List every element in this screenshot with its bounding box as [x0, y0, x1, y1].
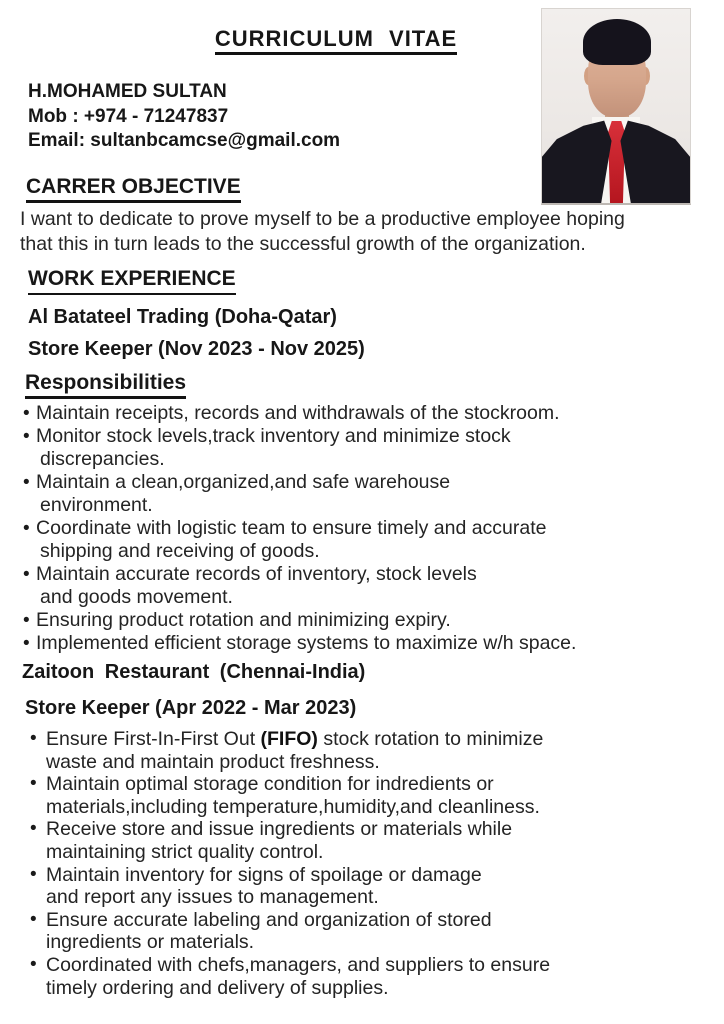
bullet-item: • Monitor stock levels,track inventory and minimize stock: [22, 425, 576, 448]
job2-bullet-list: [30, 728, 550, 999]
responsibilities-heading-row: [25, 371, 186, 395]
contact-mobile: Mob : +974 - 71247837: [28, 105, 229, 127]
bullet-item-continuation: ingredients or materials.: [46, 931, 255, 954]
job1-company: Al Batateel Trading (Doha-Qatar): [28, 306, 337, 328]
bullet-text-post: stock rotation to minimize: [317, 728, 544, 750]
contact-block: [28, 80, 340, 154]
page-title: CURRICULUM VITAE: [215, 26, 457, 55]
contact-name: H.MOHAMED SULTAN: [28, 81, 227, 102]
bullet-item: • Maintain accurate records of inventory, stock levels: [22, 563, 576, 586]
bullet-item: • Ensuring product rotation and minimizing expiry.: [22, 609, 576, 632]
job1-role: Store Keeper (Nov 2023 - Nov 2025): [28, 338, 365, 360]
bullet-item-continuation: timely ordering and delivery of supplies.: [46, 976, 389, 999]
bullet-item: [30, 728, 550, 751]
bullet-text-pre: Ensure First-In-First Out: [46, 728, 261, 750]
bullet-item-continuation: maintaining strict quality control.: [46, 840, 324, 863]
job2-role: Store Keeper (Apr 2022 - Mar 2023): [25, 697, 357, 719]
bullet-item: • Coordinated with chefs,managers, and suppliers to ensure: [30, 954, 550, 977]
photo-hair: [583, 19, 651, 65]
bullet-item: • Maintain optimal storage condition for indredients or: [30, 773, 550, 796]
career-objective-heading-row: [26, 175, 241, 199]
objective-line: I want to dedicate to prove myself to be a productive employee hoping: [20, 208, 625, 230]
bullet-item-continuation: and goods movement.: [40, 586, 233, 608]
bullet-item: • Maintain receipts, records and withdrawals of the stockroom.: [22, 402, 576, 425]
career-objective-heading: CARRER OBJECTIVE: [26, 175, 241, 203]
bullet-item: • Coordinate with logistic team to ensure timely and accurate: [22, 517, 576, 540]
contact-email: Email: sultanbcamcse@gmail.com: [28, 130, 341, 151]
work-experience-heading: WORK EXPERIENCE: [28, 267, 236, 295]
objective-line: that this in turn leads to the successful growth of the organization.: [20, 233, 586, 255]
job1-bullet-list: [22, 402, 576, 655]
career-objective-text: [20, 207, 625, 257]
bullet-item-continuation: discrepancies.: [40, 448, 165, 470]
profile-photo: [541, 8, 691, 205]
bullet-item-continuation: materials,including temperature,humidity,and cleanliness.: [46, 795, 540, 818]
bullet-item-continuation: waste and maintain product freshness.: [46, 750, 380, 773]
bullet-item: • Maintain inventory for signs of spoilage or damage: [30, 864, 550, 887]
bullet-item: • Implemented efficient storage systems to maximize w/h space.: [22, 632, 576, 655]
photo-tie: [608, 121, 625, 203]
job2-company: Zaitoon Restaurant (Chennai-India): [22, 661, 366, 683]
bullet-item: • Receive store and issue ingredients or materials while: [30, 818, 550, 841]
bullet-item: • Maintain a clean,organized,and safe warehouse: [22, 471, 576, 494]
bullet-text-bold: (FIFO): [260, 728, 318, 750]
work-experience-heading-row: [28, 267, 236, 291]
bullet-item-continuation: and report any issues to management.: [46, 886, 379, 909]
responsibilities-heading: Responsibilities: [25, 371, 186, 399]
bullet-item: • Ensure accurate labeling and organization of stored: [30, 909, 550, 932]
bullet-item-continuation: shipping and receiving of goods.: [40, 540, 320, 562]
bullet-item-continuation: environment.: [40, 494, 153, 516]
